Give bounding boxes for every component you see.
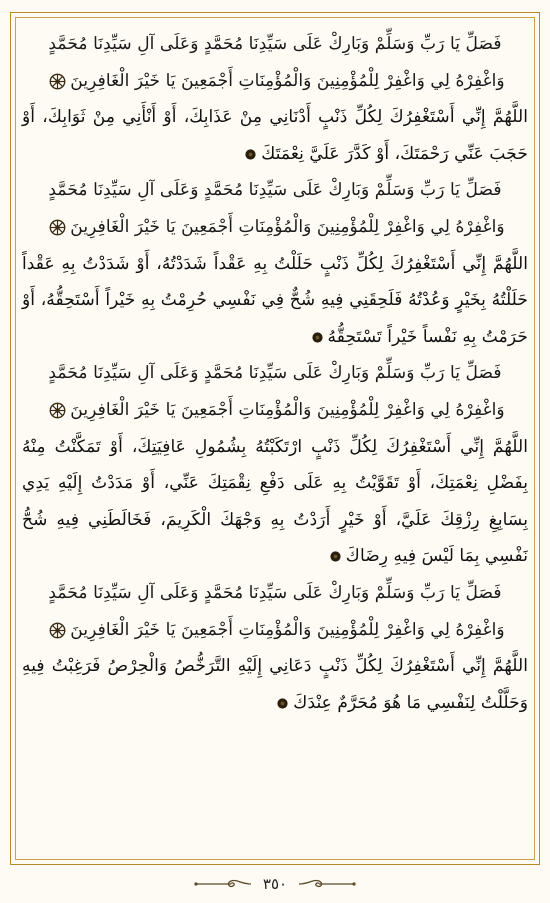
round-dot-icon [276,697,289,710]
page-text [22,26,528,856]
dua-paragraph: اللَّهُمَّ إِنِّي أَسْتَغْفِرُكَ لِكُلِّ ذَنْبٍ حَلَلْتُ بِهِ عَقْداً شَدَدْتُهُ، أَوْ شَدَدْتُ بِهِ عَقْداً حَلَلْتُهُ بِخَيْرٍ وَعُدْتُهُ فَلَحِقَنِي فِيهِ شُحٌّ فِي نَفْسِي حُرِمْتُ بِهِ خَيْراً أَسْتَحِقُّهُ، أَوْ حَرَمْتُ بِهِ نَفْساً خَيْراً تَسْتَحِقُّهُ [22,253,528,347]
salawat-line: وَاغْفِرْهُ لِي وَاغْفِرْ لِلْمُؤْمِنِينَ وَالْمُؤْمِنَاتِ أَجْمَعِينَ يَا خَيْرَ الْغَافِرِينَ [22,392,528,429]
flower-rosette-icon [49,402,66,419]
salawat-line: وَاغْفِرْهُ لِي وَاغْفِرْ لِلْمُؤْمِنِينَ وَالْمُؤْمِنَاتِ أَجْمَعِينَ يَا خَيْرَ الْغَافِرِينَ [22,209,528,246]
salawat-line: فَصَلِّ يَا رَبِّ وَسَلِّمْ وَبَارِكْ عَلَى سَيِّدِنَا مُحَمَّدٍ وَعَلَى آلِ سَيِّدِنَا مُحَمَّدٍ [48,363,502,384]
salawat-line: فَصَلِّ يَا رَبِّ وَسَلِّمْ وَبَارِكْ عَلَى سَيِّدِنَا مُحَمَّدٍ وَعَلَى آلِ سَيِّدِنَا مُحَمَّدٍ [48,582,502,603]
prayer-section [22,355,528,575]
salawat-line: وَاغْفِرْهُ لِي وَاغْفِرْ لِلْمُؤْمِنِينَ وَالْمُؤْمِنَاتِ أَجْمَعِينَ يَا خَيْرَ الْغَافِرِينَ [22,612,528,649]
round-dot-icon [244,148,257,161]
dua-paragraph: اللَّهُمَّ إِنِّي أَسْتَغْفِرُكَ لِكُلِّ ذَنْبٍ دَعَانِي إِلَيْهِ التَّرَخُّصُ وَالْحِرْصُ فَرَغِبْتُ فِيهِ وَحَلَّلْتُ لِنَفْسِي مَا هُوَ مُحَرَّمٌ عِنْدَكَ [22,656,528,713]
prayer-section [22,26,528,172]
round-dot-icon [329,550,342,563]
page-footer [0,872,550,896]
page-number: ٣٥٠ [262,875,288,893]
round-dot-icon [311,331,324,344]
salawat-line: وَاغْفِرْهُ لِي وَاغْفِرْ لِلْمُؤْمِنِينَ وَالْمُؤْمِنَاتِ أَجْمَعِينَ يَا خَيْرَ الْغَافِرِينَ [22,63,528,100]
dua-paragraph: اللَّهُمَّ إِنِّي أَسْتَغْفِرُكَ لِكُلِّ ذَنْبٍ أَدْنَانِي مِنْ عَذَابِكَ، أَوْ أَنْأَنِي مِنْ ثَوَابِكَ، أَوْ حَجَبَ عَنِّي رَحْمَتَكَ، أَوْ كَدَّرَ عَلَيَّ نِعْمَتَكَ [22,107,528,164]
salawat-line: فَصَلِّ يَا رَبِّ وَسَلِّمْ وَبَارِكْ عَلَى سَيِّدِنَا مُحَمَّدٍ وَعَلَى آلِ سَيِّدِنَا مُحَمَّدٍ [48,180,502,201]
flower-rosette-icon [49,73,66,90]
scroll-ornament-icon [193,877,253,891]
dua-paragraph: اللَّهُمَّ إِنِّي أَسْتَغْفِرُكَ لِكُلِّ ذَنْبٍ ارْتَكَبْتُهُ بِشُمُولِ عَافِيَتِكَ، أَوْ تَمَكَّنْتُ مِنْهُ بِفَضْلِ نِعْمَتِكَ، أَوْ تَقَوَّيْتُ بِهِ عَلَى دَفْعِ نِقْمَتِكَ عَنِّي، أَوْ مَدَدْتُ إِلَيْهِ يَدِي بِسَابِغِ رِزْقِكَ عَلَيَّ، أَوْ خَيْرٍ أَرَدْتُ بِهِ وَجْهَكَ الْكَرِيمَ، فَخَالَطَنِي فِيهِ شُحُّ نَفْسِي بِمَا لَيْسَ فِيهِ رِضَاكَ [22,436,528,567]
prayer-section [22,172,528,355]
flower-rosette-icon [49,622,66,639]
scroll-ornament-icon [297,877,357,891]
flower-rosette-icon [49,219,66,236]
prayer-section [22,575,528,721]
salawat-line: فَصَلِّ يَا رَبِّ وَسَلِّمْ وَبَارِكْ عَلَى سَيِّدِنَا مُحَمَّدٍ وَعَلَى آلِ سَيِّدِنَا مُحَمَّدٍ [48,34,502,54]
